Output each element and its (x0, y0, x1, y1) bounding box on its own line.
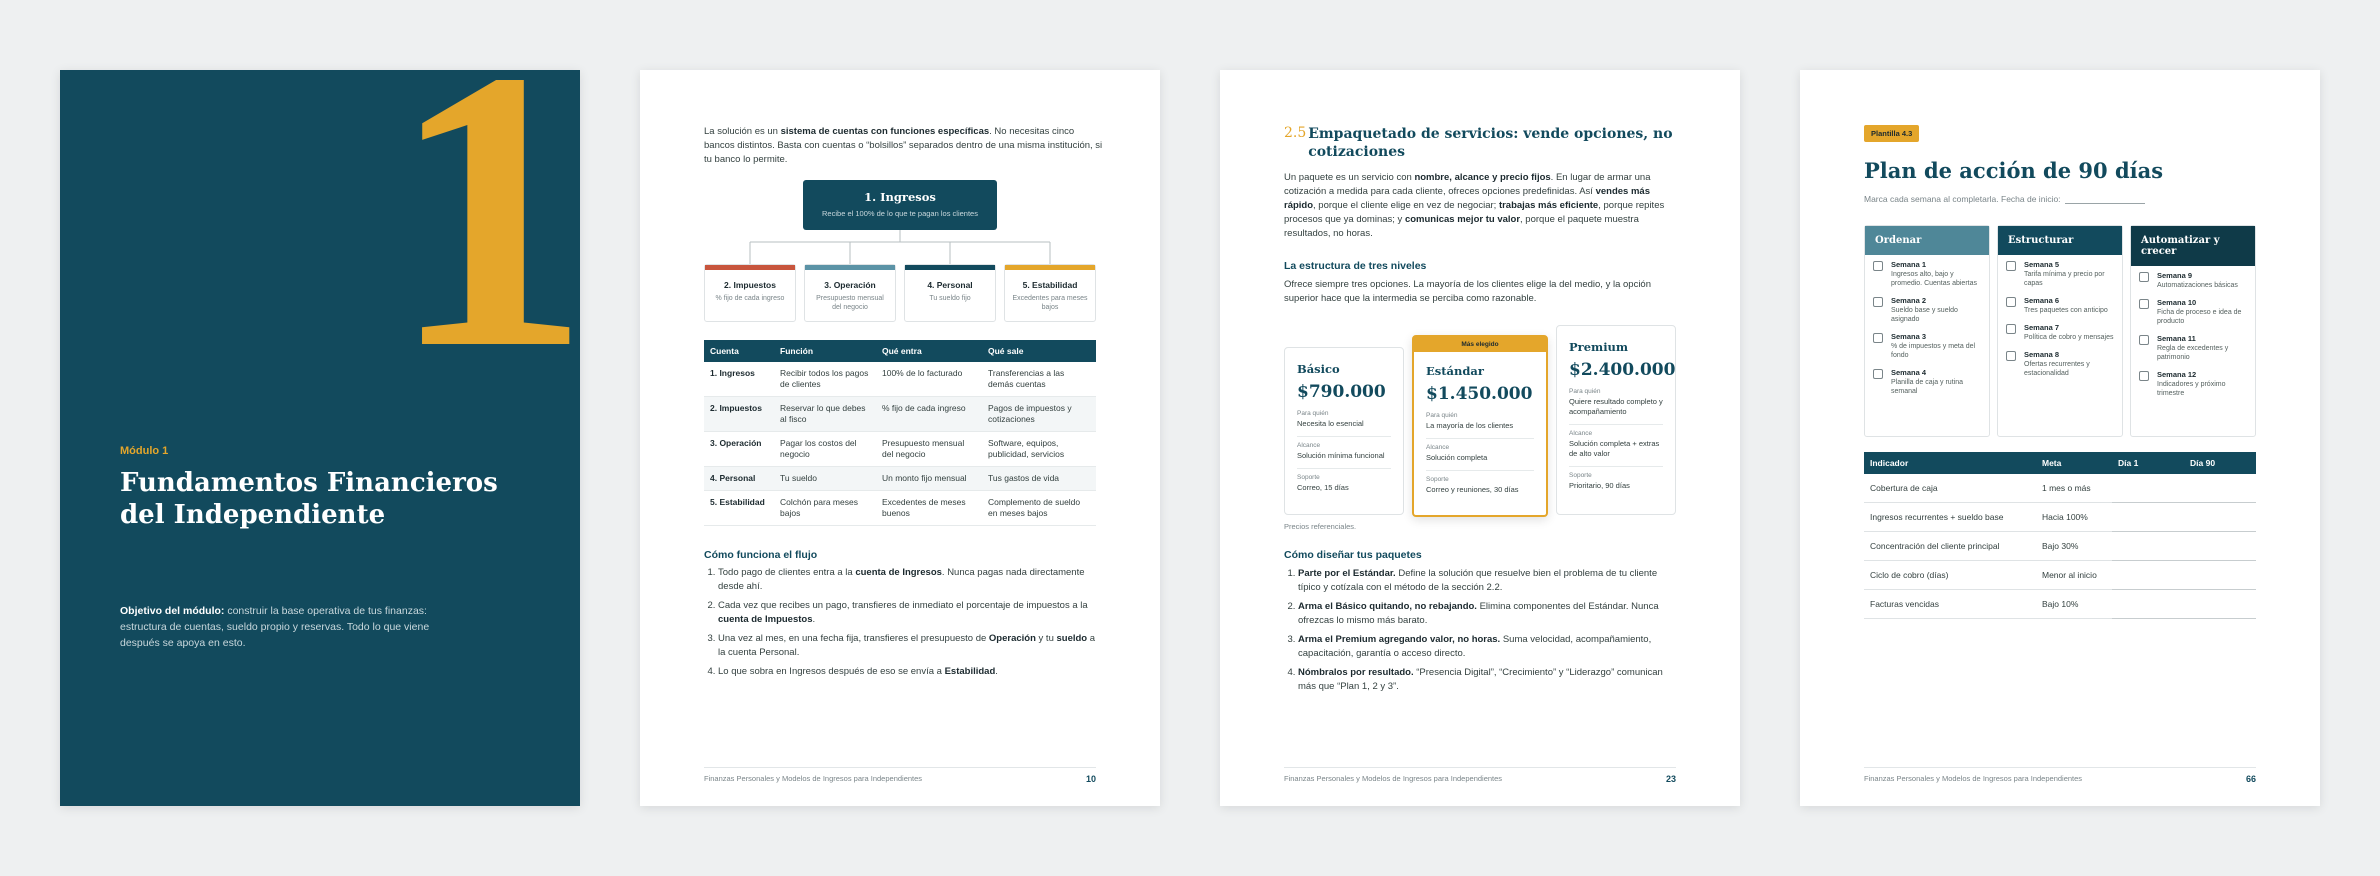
package-price: $2.400.000 (1569, 360, 1676, 380)
list-item (1298, 666, 1676, 694)
tiers-heading: La estructura de tres niveles (1284, 260, 1427, 272)
table-cell: 2. Impuestos (704, 397, 774, 432)
child-color-bar (805, 265, 895, 270)
week-checkbox[interactable] (2139, 299, 2149, 309)
page-footer (1284, 767, 1676, 784)
child-title: 5. Estabilidad (1022, 280, 1078, 290)
intro-text: , porque el cliente elige en vez de negociar; (1313, 200, 1499, 211)
week-item (1998, 291, 2122, 318)
week-item (1998, 345, 2122, 381)
field-value: Solución completa + extras de alto valor (1569, 439, 1660, 458)
page-number: 66 (2245, 774, 2256, 784)
week-checkbox[interactable] (1873, 297, 1883, 307)
field-value: Quiere resultado completo y acompañamiento (1569, 397, 1663, 416)
field-label: Soporte (1426, 470, 1534, 483)
child-color-bar (705, 265, 795, 270)
table-header-row (1864, 452, 2256, 474)
week-label: Semana 8 (2024, 350, 2060, 359)
diagram-child-personal (904, 264, 996, 322)
table-row (704, 432, 1096, 467)
column-header: Día 1 (2112, 452, 2184, 474)
footer-text: Finanzas Personales y Modelos de Ingresos para Independientes (1864, 774, 2083, 783)
child-color-bar (1005, 265, 1095, 270)
child-subtitle: % fijo de cada ingreso (715, 295, 785, 302)
blank-cell[interactable] (2112, 590, 2184, 619)
blank-cell[interactable] (2184, 561, 2256, 590)
step-text: Una vez al mes, en una fecha fija, transfieres el presupuesto de (718, 633, 989, 644)
column-header: Día 90 (2184, 452, 2256, 474)
module-cover-page (60, 70, 580, 806)
week-label: Semana 1 (1891, 260, 1927, 269)
week-desc: Ficha de proceso e idea de producto (2157, 309, 2242, 325)
week-item (2131, 329, 2255, 365)
list-item (718, 566, 1096, 594)
package-card-standard (1412, 335, 1548, 517)
step-text: Suma velocidad, acompañamiento, capacitación, garantía o acceso directo. (1298, 634, 1652, 659)
field-label: Para quién (1297, 410, 1329, 417)
root-subtitle: Recibe el 100% de lo que te pagan los clientes (822, 209, 978, 218)
list-item (718, 599, 1096, 627)
phase-header: Estructurar (1998, 226, 2122, 255)
week-checkbox[interactable] (2139, 335, 2149, 345)
blank-cell[interactable] (2184, 474, 2256, 503)
table-cell: Cobertura de caja (1864, 474, 2036, 503)
section-number: 2.5 (1284, 125, 1307, 141)
intro-emphasis: nombre, alcance y precio fijos (1414, 172, 1551, 183)
diagram-child-operation (804, 264, 896, 322)
tiers-paragraph: Ofrece siempre tres opciones. La mayoría de los clientes elige la del medio, y la opción superior hace que la intermedia se perciba como razonable. (1284, 279, 1651, 304)
table-cell: 3. Operación (704, 432, 774, 467)
week-label: Semana 2 (1891, 296, 1927, 305)
list-item (1298, 567, 1676, 595)
accounts-page (640, 70, 1160, 806)
phase-column-order (1864, 225, 1990, 437)
package-price: $1.450.000 (1426, 384, 1533, 404)
week-label: Semana 7 (2024, 323, 2060, 332)
week-checkbox[interactable] (1873, 261, 1883, 271)
phase-column-structure (1997, 225, 2123, 437)
week-checkbox[interactable] (1873, 369, 1883, 379)
child-title: 3. Operación (824, 280, 876, 290)
intro-text: , porque repites procesos que ya dominas; y (1284, 200, 1665, 225)
intro-text: La solución es un (704, 126, 781, 137)
subtitle-text: Marca cada semana al completarla. Fecha de inicio: (1864, 194, 2061, 204)
objective-text: construir la base operativa de tus finanzas: estructura de cuentas, sueldo propio y reservas. Todo lo que viene después se apoya en esto. (120, 605, 430, 649)
week-item (1865, 363, 1989, 399)
step-text: . Nunca pagas nada directamente desde ahí. (718, 567, 1085, 592)
week-item (1865, 327, 1989, 363)
week-checkbox[interactable] (2139, 272, 2149, 282)
week-checkbox[interactable] (2006, 297, 2016, 307)
section-title: Empaquetado de servicios: vende opciones, no cotizaciones (1308, 126, 1673, 160)
blank-cell[interactable] (2184, 532, 2256, 561)
table-cell: Facturas vencidas (1864, 590, 2036, 619)
package-name: Premium (1569, 340, 1629, 354)
package-price: $790.000 (1297, 382, 1386, 402)
table-cell: 1 mes o más (2036, 474, 2112, 503)
package-card-basic (1284, 347, 1404, 515)
step-text: “Presencia Digital”, “Crecimiento” y “Liderazgo” comunican más que “Plan 1, 2 y 3”. (1298, 667, 1663, 692)
step-text: Elimina componentes del Estándar. Nunca ofrezcas lo mismo más barato. (1298, 601, 1659, 626)
step-emphasis: Arma el Básico quitando, no rebajando. (1298, 601, 1477, 612)
table-cell: Excedentes de meses buenos (876, 491, 982, 526)
table-row (704, 467, 1096, 491)
column-header: Meta (2036, 452, 2112, 474)
table-cell: Pagos de impuestos y cotizaciones (982, 397, 1096, 432)
step-text: Todo pago de clientes entra a la (718, 567, 856, 578)
step-text: . (812, 614, 816, 625)
week-desc: Tres paquetes con anticipo (2024, 307, 2108, 314)
field-value: Correo y reuniones, 30 días (1426, 485, 1519, 494)
step-emphasis: cuenta de Ingresos (855, 567, 942, 578)
diagram-child-taxes (704, 264, 796, 322)
diagram-child-stability (1004, 264, 1096, 322)
field-value: Solución mínima funcional (1297, 451, 1385, 460)
table-cell: 100% de lo facturado (876, 362, 982, 397)
table-header-row (704, 340, 1096, 362)
blank-cell[interactable] (2184, 503, 2256, 532)
step-emphasis: Parte por el Estándar. (1298, 568, 1396, 579)
week-desc: Ofertas recurrentes y estacionalidad (2024, 361, 2090, 377)
step-emphasis: Estabilidad (944, 666, 996, 677)
table-cell: Pagar los costos del negocio (774, 432, 876, 467)
child-subtitle: Excedentes para meses bajos (1012, 295, 1088, 311)
field-value: Solución completa (1426, 453, 1488, 462)
table-cell: Reservar lo que debes al fisco (774, 397, 876, 432)
module-objective (120, 603, 450, 651)
package-card-premium (1556, 325, 1676, 515)
column-header: Qué sale (982, 340, 1096, 362)
table-cell: Software, equipos, publicidad, servicios (982, 432, 1096, 467)
week-checkbox[interactable] (2139, 371, 2149, 381)
field-label: Para quién (1426, 412, 1458, 419)
week-item (1865, 291, 1989, 327)
table-cell: Bajo 30% (2036, 532, 2112, 561)
field-label: Soporte (1297, 468, 1391, 481)
intro-text: Un paquete es un servicio con (1284, 172, 1415, 183)
week-desc: Tarifa mínima y precio por capas (2024, 271, 2105, 287)
design-steps (1284, 567, 1676, 699)
phase-column-automate (2130, 225, 2256, 437)
design-heading: Cómo diseñar tus paquetes (1284, 549, 1422, 561)
table-cell: Transferencias a las demás cuentas (982, 362, 1096, 397)
table-row (1864, 561, 2256, 590)
table-cell: Ciclo de cobro (días) (1864, 561, 2036, 590)
field-label: Alcance (1569, 424, 1663, 437)
table-cell: Ingresos recurrentes + sueldo base (1864, 503, 2036, 532)
objective-label: Objetivo del módulo: (120, 605, 225, 617)
step-text: Define la solución que resuelve bien el problema de tu cliente típico y cotízala con el método de la sección 2.2. (1298, 568, 1658, 593)
page-number: 23 (1665, 774, 1676, 784)
intro-emphasis: vendes más rápido (1284, 186, 1650, 211)
diagram-root-income (803, 180, 997, 230)
page-subtitle (1864, 194, 2145, 204)
field-label: Alcance (1297, 436, 1391, 449)
phase-header: Ordenar (1865, 226, 1989, 255)
blank-cell[interactable] (2184, 590, 2256, 619)
table-cell: Bajo 10% (2036, 590, 2112, 619)
table-row (1864, 590, 2256, 619)
week-checkbox[interactable] (2006, 261, 2016, 271)
week-desc: Automatizaciones básicas (2157, 282, 2238, 289)
prices-note: Precios referenciales. (1284, 522, 1357, 531)
page-number: 10 (1085, 774, 1096, 784)
step-emphasis: sueldo (1056, 633, 1088, 644)
field-value: La mayoría de los clientes (1426, 421, 1514, 430)
packaging-page (1220, 70, 1740, 806)
table-cell: Recibir todos los pagos de clientes (774, 362, 876, 397)
module-number: 1 (390, 70, 580, 431)
column-header: Qué entra (876, 340, 982, 362)
week-label: Semana 12 (2157, 370, 2197, 379)
step-text: a la cuenta Personal. (718, 633, 1096, 658)
column-header: Indicador (1864, 452, 2036, 474)
table-cell: Menor al inicio (2036, 561, 2112, 590)
child-title: 2. Impuestos (724, 280, 776, 290)
week-label: Semana 10 (2157, 298, 2197, 307)
week-label: Semana 5 (2024, 260, 2060, 269)
list-item (718, 665, 1096, 679)
intro-text: , porque el paquete muestra resultados, no horas. (1284, 214, 1639, 239)
step-text: Cada vez que recibes un pago, transfieres de inmediato el porcentaje de impuestos a la (718, 600, 1088, 611)
featured-badge: Más elegido (1414, 337, 1546, 352)
child-subtitle: Presupuesto mensual del negocio (816, 295, 884, 311)
phase-header: Automatizar y crecer (2131, 226, 2255, 266)
footer-text: Finanzas Personales y Modelos de Ingresos para Independientes (1284, 774, 1503, 783)
intro-paragraph (704, 125, 1104, 167)
table-cell: Un monto fijo mensual (876, 467, 982, 491)
week-desc: Indicadores y próximo trimestre (2157, 381, 2226, 397)
intro-text: . En lugar de armar una cotización a medida para cada cliente, ofreces opciones predefinidas. Así (1284, 172, 1651, 197)
column-header: Función (774, 340, 876, 362)
flow-heading: Cómo funciona el flujo (704, 549, 818, 561)
indicators-table (1864, 452, 2256, 619)
table-cell: Hacia 100% (2036, 503, 2112, 532)
field-value: Necesita lo esencial (1297, 419, 1364, 428)
table-row (704, 362, 1096, 397)
package-name: Básico (1297, 362, 1340, 376)
week-desc: Ingresos alto, bajo y promedio. Cuentas abiertas (1891, 271, 1977, 287)
week-desc: Sueldo base y sueldo asignado (1891, 307, 1958, 323)
intro-paragraph (1284, 171, 1679, 241)
blank-cell[interactable] (2112, 532, 2184, 561)
blank-cell[interactable] (2112, 474, 2184, 503)
table-cell: Presupuesto mensual del negocio (876, 432, 982, 467)
field-label: Soporte (1569, 466, 1663, 479)
package-name: Estándar (1426, 364, 1484, 378)
step-emphasis: Operación (988, 633, 1036, 644)
week-label: Semana 6 (2024, 296, 2060, 305)
field-value: Correo, 15 días (1297, 483, 1349, 492)
module-label: Módulo 1 (120, 445, 169, 457)
week-checkbox[interactable] (2006, 324, 2016, 334)
blank-cell[interactable] (2112, 561, 2184, 590)
step-emphasis: cuenta de Impuestos (718, 614, 813, 625)
table-cell: Colchón para meses bajos (774, 491, 876, 526)
list-item (1298, 600, 1676, 628)
table-row (1864, 474, 2256, 503)
week-item (2131, 293, 2255, 329)
flow-steps (704, 566, 1096, 684)
step-text: Lo que sobra en Ingresos después de eso se envía a (718, 666, 945, 677)
field-label: Para quién (1569, 388, 1601, 395)
table-row (704, 491, 1096, 526)
diagram-connectors (704, 230, 1096, 266)
child-title: 4. Personal (927, 280, 973, 290)
page-footer (1864, 767, 2256, 784)
week-label: Semana 11 (2157, 334, 2196, 343)
step-text: . (995, 666, 998, 677)
root-title: 1. Ingresos (864, 190, 936, 204)
week-checkbox[interactable] (2006, 351, 2016, 361)
week-item (2131, 266, 2255, 293)
field-value: Prioritario, 90 días (1569, 481, 1630, 490)
intro-text: . No necesitas cinco bancos distintos. Basta con cuentas o “bolsillos” separados dentro de una misma institución, si tu banco lo permite. (704, 126, 1103, 165)
page-title: Plan de acción de 90 días (1864, 158, 2164, 183)
blank-cell[interactable] (2112, 503, 2184, 532)
intro-emphasis: trabajas más eficiente (1498, 200, 1599, 211)
week-item (1865, 255, 1989, 291)
table-cell: 4. Personal (704, 467, 774, 491)
table-row (1864, 503, 2256, 532)
week-desc: Política de cobro y mensajes (2024, 334, 2114, 341)
child-color-bar (905, 265, 995, 270)
table-cell: 1. Ingresos (704, 362, 774, 397)
week-desc: % de impuestos y meta del fondo (1891, 343, 1976, 359)
module-title: Fundamentos Financieros del Independiente (120, 468, 498, 530)
step-emphasis: Nómbralos por resultado. (1298, 667, 1414, 678)
list-item (1298, 633, 1676, 661)
step-text: y tu (1035, 633, 1057, 644)
list-item (718, 632, 1096, 660)
table-cell: Concentración del cliente principal (1864, 532, 2036, 561)
field-label: Alcance (1426, 438, 1534, 451)
week-item (1998, 318, 2122, 345)
intro-emphasis: sistema de cuentas con funciones específicas (780, 126, 990, 137)
action-plan-page (1800, 70, 2320, 806)
column-header: Cuenta (704, 340, 774, 362)
week-item (1998, 255, 2122, 291)
table-row (1864, 532, 2256, 561)
week-label: Semana 3 (1891, 332, 1927, 341)
table-cell: % fijo de cada ingreso (876, 397, 982, 432)
table-cell: Tus gastos de vida (982, 467, 1096, 491)
week-checkbox[interactable] (1873, 333, 1883, 343)
week-label: Semana 9 (2157, 271, 2193, 280)
table-cell: Tu sueldo (774, 467, 876, 491)
week-desc: Planilla de caja y rutina semanal (1891, 379, 1963, 395)
child-subtitle: Tu sueldo fijo (929, 295, 971, 302)
page-footer (704, 767, 1096, 784)
week-label: Semana 4 (1891, 368, 1927, 377)
intro-emphasis: comunicas mejor tu valor (1404, 214, 1521, 225)
footer-text: Finanzas Personales y Modelos de Ingresos para Independientes (704, 774, 923, 783)
table-row (704, 397, 1096, 432)
table-cell: Complemento de sueldo en meses bajos (982, 491, 1096, 526)
start-date-line[interactable] (2065, 203, 2145, 204)
step-emphasis: Arma el Premium agregando valor, no horas. (1298, 634, 1501, 645)
week-desc: Regla de excedentes y patrimonio (2157, 345, 2229, 361)
section-heading (1284, 125, 1684, 161)
table-cell: 5. Estabilidad (704, 491, 774, 526)
week-item (2131, 365, 2255, 401)
accounts-table (704, 340, 1096, 526)
template-tag: Plantilla 4.3 (1864, 125, 1919, 142)
